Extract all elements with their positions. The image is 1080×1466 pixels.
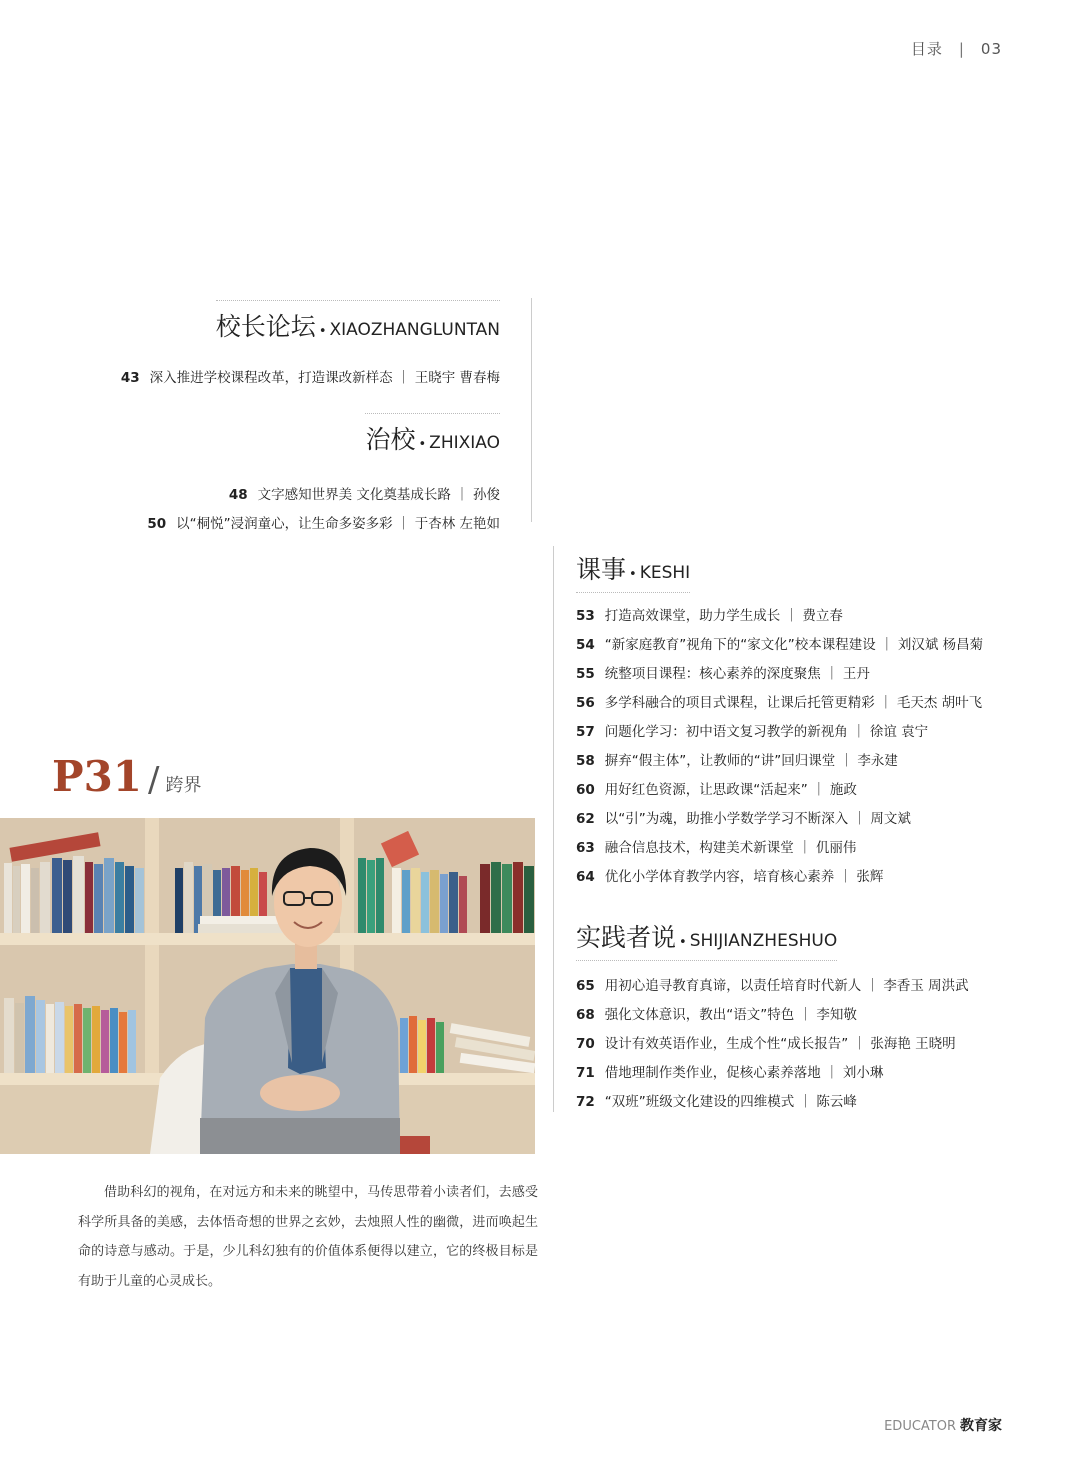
section-title-en: XIAOZHANGLUNTAN <box>329 320 500 340</box>
toc-page-number: 57 <box>576 724 595 740</box>
toc-entry-text: 深入推进学校课程改革，打造课改新样态 ｜ 王晓宇 曹春梅 <box>149 370 500 386</box>
section-title: 校长论坛 • XIAOZHANGLUNTAN <box>216 300 500 343</box>
toc-entry-65[interactable] <box>576 972 1046 1001</box>
header-section: 目录 <box>910 40 943 58</box>
toc-entry-57[interactable] <box>576 718 1046 747</box>
toc-right-column <box>576 550 1046 1117</box>
footer-brand-cn: 教育家 <box>960 1418 1002 1434</box>
toc-entry-54[interactable] <box>576 631 1046 660</box>
section-title-en: SHIJIANZHESHUO <box>689 931 838 951</box>
section-title-en: KESHI <box>639 563 691 583</box>
section-title-cn: 校长论坛 <box>215 312 316 341</box>
toc-entry-text: 设计有效英语作业，生成个性“成长报告” ｜ 张海艳 王晓明 <box>604 1036 956 1052</box>
toc-page-number: 54 <box>576 637 595 653</box>
toc-entry-text: 多学科融合的项目式课程，让课后托管更精彩 ｜ 毛天杰 胡叶飞 <box>604 695 983 711</box>
feature-category: 跨界 <box>165 775 202 796</box>
section-title: 实践者说 • SHIJIANZHESHUO <box>576 918 837 961</box>
toc-entry-62[interactable] <box>576 805 1046 834</box>
section-title-cn: 实践者说 <box>576 923 677 952</box>
toc-entry-text: 统整项目课程：核心素养的深度聚焦 ｜ 王丹 <box>604 666 870 682</box>
page-footer <box>884 1415 1002 1435</box>
divider-line <box>553 546 554 1112</box>
feature-photo <box>0 818 535 1154</box>
toc-entry-43[interactable] <box>90 364 500 393</box>
section-heading-keshi <box>576 550 1046 598</box>
toc-entry-63[interactable] <box>576 834 1046 863</box>
page-number: 03 <box>980 40 1002 58</box>
section-title: 课事 • KESHI <box>576 550 690 593</box>
footer-brand-en: EDUCATOR <box>884 1419 956 1434</box>
toc-page-number: 53 <box>576 608 595 624</box>
toc-entry-68[interactable] <box>576 1001 1046 1030</box>
toc-left-column <box>90 300 500 539</box>
toc-entry-50[interactable] <box>90 510 500 539</box>
toc-entry-text: 融合信息技术，构建美术新课堂 ｜ 仉丽伟 <box>604 840 857 856</box>
toc-page-number: 58 <box>576 753 595 769</box>
toc-page-number: 71 <box>576 1065 595 1081</box>
page-header <box>911 38 1002 59</box>
divider-line <box>531 298 532 522</box>
toc-entry-text: 强化文体意识，教出“语文”特色 ｜ 李知敬 <box>604 1007 857 1023</box>
toc-page-number: 64 <box>576 869 595 885</box>
header-separator: | <box>958 40 965 58</box>
section-heading-shijian <box>576 918 1046 966</box>
toc-entry-text: 用初心追寻教育真谛，以责任培育时代新人 ｜ 李香玉 周洪武 <box>604 978 969 994</box>
section-heading-zhixiao <box>90 413 500 463</box>
toc-entry-48[interactable] <box>90 481 500 510</box>
toc-entry-text: 打造高效课堂，助力学生成长 ｜ 费立春 <box>604 608 843 624</box>
toc-entry-71[interactable] <box>576 1059 1046 1088</box>
toc-entry-55[interactable] <box>576 660 1046 689</box>
feature-label <box>52 752 202 801</box>
toc-entry-text: 以“桐悦”浸润童心，让生命多姿多彩 ｜ 于杏林 左艳如 <box>176 516 500 532</box>
toc-entry-64[interactable] <box>576 863 1046 892</box>
toc-page-number: 60 <box>576 782 595 798</box>
toc-page-number: 63 <box>576 840 595 856</box>
section-title-cn: 课事 <box>576 555 627 584</box>
toc-entry-70[interactable] <box>576 1030 1046 1059</box>
section-title-cn: 治校 <box>365 425 416 454</box>
toc-entry-58[interactable] <box>576 747 1046 776</box>
toc-entry-text: “双班”班级文化建设的四维模式 ｜ 陈云峰 <box>604 1094 857 1110</box>
section-title-en: ZHIXIAO <box>429 433 500 453</box>
toc-page-number: 56 <box>576 695 595 711</box>
toc-entry-text: 问题化学习：初中语文复习教学的新视角 ｜ 徐谊 袁宁 <box>604 724 929 740</box>
toc-page-number: 72 <box>576 1094 595 1110</box>
toc-entry-text: 用好红色资源，让思政课“活起来” ｜ 施政 <box>604 782 857 798</box>
toc-entry-text: “新家庭教育”视角下的“家文化”校本课程建设 ｜ 刘汉斌 杨昌菊 <box>604 637 984 653</box>
toc-entry-60[interactable] <box>576 776 1046 805</box>
feature-page-number: P31 <box>52 752 143 801</box>
toc-page-number: 62 <box>576 811 595 827</box>
toc-entry-text: 优化小学体育教学内容，培育核心素养 ｜ 张辉 <box>604 869 884 885</box>
toc-page-number: 43 <box>120 370 140 386</box>
toc-page-number: 55 <box>576 666 595 682</box>
feature-slash: / <box>148 760 160 800</box>
toc-page-number: 70 <box>576 1036 595 1052</box>
toc-page-number: 50 <box>147 516 167 532</box>
toc-entry-53[interactable] <box>576 602 1046 631</box>
toc-page-number: 68 <box>576 1007 595 1023</box>
toc-entry-56[interactable] <box>576 689 1046 718</box>
toc-page-number: 65 <box>576 978 595 994</box>
toc-page-number: 48 <box>228 487 248 503</box>
toc-entry-text: 摒弃“假主体”，让教师的“讲”回归课堂 ｜ 李永建 <box>604 753 898 769</box>
toc-entry-text: 文字感知世界美 文化奠基成长路 ｜ 孙俊 <box>257 487 500 503</box>
toc-entry-text: 借地理制作类作业，促核心素养落地 ｜ 刘小琳 <box>604 1065 884 1081</box>
toc-entry-72[interactable] <box>576 1088 1046 1117</box>
section-heading-xiaozhang <box>90 300 500 350</box>
section-title: 治校 • ZHIXIAO <box>365 413 500 456</box>
feature-caption: 借助科幻的视角，在对远方和未来的眺望中，马传思带着小读者们，去感受科学所具备的美感，去体悟奇想的世界之玄妙，去烛照人性的幽微，进而唤起生命的诗意与感动。于是，少儿科幻独有的价值体系便得以建立，它的终极目标是有助于儿童的心灵成长。 <box>78 1185 538 1289</box>
toc-entry-text: 以“引”为魂，助推小学数学学习不断深入 ｜ 周文斌 <box>604 811 911 827</box>
